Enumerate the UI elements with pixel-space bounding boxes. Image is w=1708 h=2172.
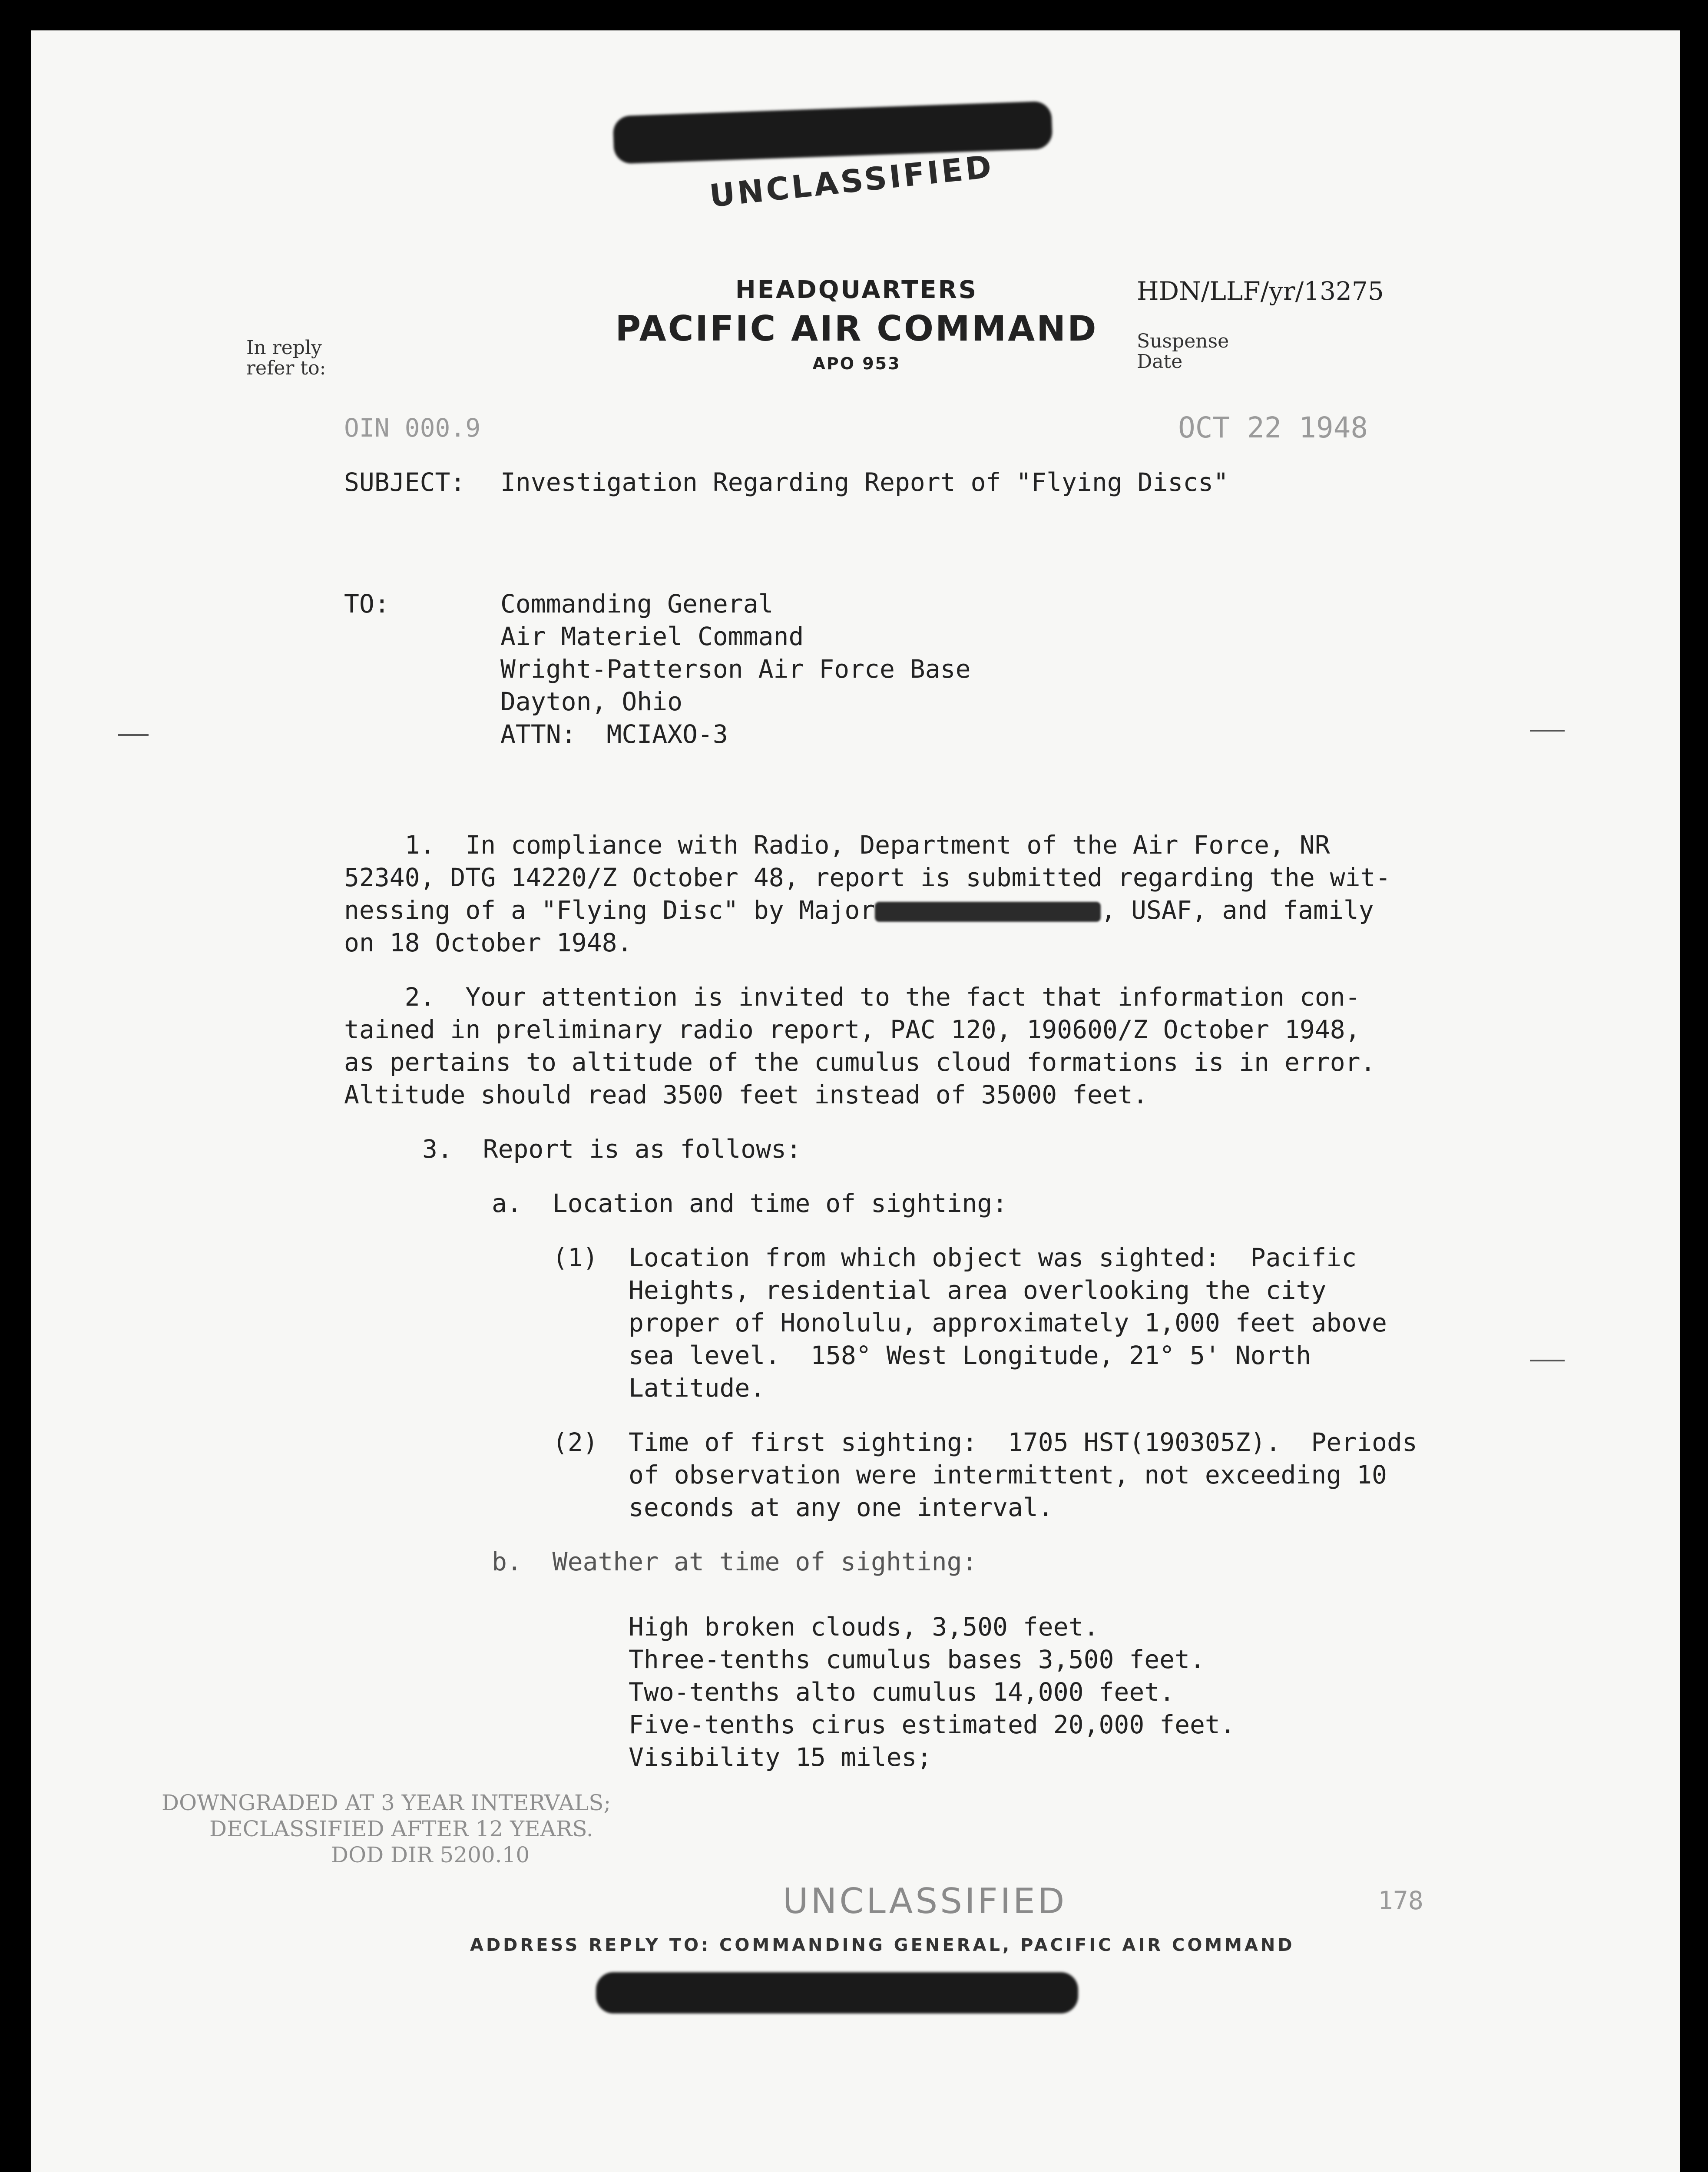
weather-line-5: Visibility 15 miles; — [629, 1742, 932, 1772]
subject-text: Investigation Regarding Report of "Flying Discs" — [500, 467, 1229, 497]
weather-line-4: Five-tenths cirus estimated 20,000 feet. — [629, 1710, 1235, 1739]
item-a2-line-2: of observation were intermittent, not exceeding 10 — [629, 1460, 1387, 1490]
to-label: TO: — [344, 589, 390, 619]
downgrade-line-2: DECLASSIFIED AFTER 12 YEARS. — [209, 1816, 593, 1841]
letterhead-apo: APO 953 — [812, 354, 901, 373]
item-a2-line-1: Time of first sighting: 1705 HST(190305Z). Periods — [629, 1427, 1417, 1457]
para2-line-3: as pertains to altitude of the cumulus cloud formations is in error. — [344, 1047, 1376, 1077]
item-a1-line-1: Location from which object was sighted: Pacific — [629, 1243, 1357, 1272]
redacted-classification-bottom — [596, 1972, 1078, 2013]
item-a: a. Location and time of sighting: — [492, 1189, 1008, 1218]
para1-line-2: 52340, DTG 14220/Z October 48, report is submitted regarding the wit- — [344, 863, 1391, 892]
item-b: b. Weather at time of sighting: — [492, 1547, 977, 1576]
para1-line-3 — [344, 895, 1374, 925]
para1-line-3b: , USAF, and family — [1101, 895, 1374, 925]
file-number: OIN 000.9 — [344, 413, 481, 443]
addressee-line-2: Air Materiel Command — [500, 622, 804, 651]
item-a2-line-3: seconds at any one interval. — [629, 1493, 1053, 1522]
margin-mark-left-1 — [118, 734, 149, 736]
unclassified-stamp-bottom: UNCLASSIFIED — [783, 1881, 1067, 1921]
in-reply-label-2: refer to: — [246, 357, 326, 379]
unclassified-stamp-top: UNCLASSIFIED — [708, 148, 996, 215]
suspense-label-1: Suspense — [1137, 330, 1229, 352]
addressee-line-1: Commanding General — [500, 589, 774, 619]
subject-label: SUBJECT: — [344, 467, 466, 497]
item-a1-number: (1) — [553, 1243, 598, 1272]
para2-line-4: Altitude should read 3500 feet instead of 35000 feet. — [344, 1080, 1148, 1109]
addressee-line-4: Dayton, Ohio — [500, 687, 683, 716]
weather-line-1: High broken clouds, 3,500 feet. — [629, 1612, 1099, 1642]
item-a1-line-2: Heights, residential area overlooking the city — [629, 1275, 1327, 1305]
letterhead-command: PACIFIC AIR COMMAND — [615, 308, 1098, 349]
item-a1-line-3: proper of Honolulu, approximately 1,000 feet above — [629, 1308, 1387, 1338]
para1-line-3a: nessing of a "Flying Disc" by Major — [344, 895, 875, 925]
item-a2-number: (2) — [553, 1427, 598, 1457]
margin-mark-right-1 — [1530, 730, 1565, 732]
redacted-name — [875, 902, 1101, 922]
weather-line-3: Two-tenths alto cumulus 14,000 feet. — [629, 1677, 1175, 1707]
document-page — [31, 30, 1680, 2172]
reference-code: HDN/LLF/yr/13275 — [1137, 276, 1384, 306]
addressee-line-3: Wright-Patterson Air Force Base — [500, 654, 971, 684]
item-a1-line-4: sea level. 158° West Longitude, 21° 5' North — [629, 1341, 1311, 1370]
date-stamp: OCT 22 1948 — [1178, 411, 1368, 444]
weather-line-2: Three-tenths cumulus bases 3,500 feet. — [629, 1645, 1205, 1674]
downgrade-line-1: DOWNGRADED AT 3 YEAR INTERVALS; — [162, 1790, 611, 1815]
downgrade-line-3: DOD DIR 5200.10 — [331, 1842, 530, 1867]
suspense-label-2: Date — [1137, 351, 1183, 373]
page-mark: 178 — [1378, 1886, 1423, 1915]
footer-address: ADDRESS REPLY TO: COMMANDING GENERAL, PACIFIC AIR COMMAND — [470, 1935, 1295, 1955]
para2-line-1: 2. Your attention is invited to the fact that information con- — [344, 982, 1360, 1012]
para2-line-2: tained in preliminary radio report, PAC 120, 190600/Z October 1948, — [344, 1015, 1360, 1044]
margin-mark-right-2 — [1530, 1360, 1565, 1361]
in-reply-label-1: In reply — [246, 337, 322, 359]
letterhead-headquarters: HEADQUARTERS — [735, 276, 978, 304]
addressee-line-5: ATTN: MCIAXO-3 — [500, 719, 728, 749]
para1-line-4: on 18 October 1948. — [344, 928, 632, 957]
item-a1-line-5: Latitude. — [629, 1373, 765, 1403]
para3: 3. Report is as follows: — [422, 1134, 801, 1164]
para1-line-1: 1. In compliance with Radio, Department of the Air Force, NR — [344, 830, 1330, 860]
scan-border-top — [0, 0, 1708, 30]
